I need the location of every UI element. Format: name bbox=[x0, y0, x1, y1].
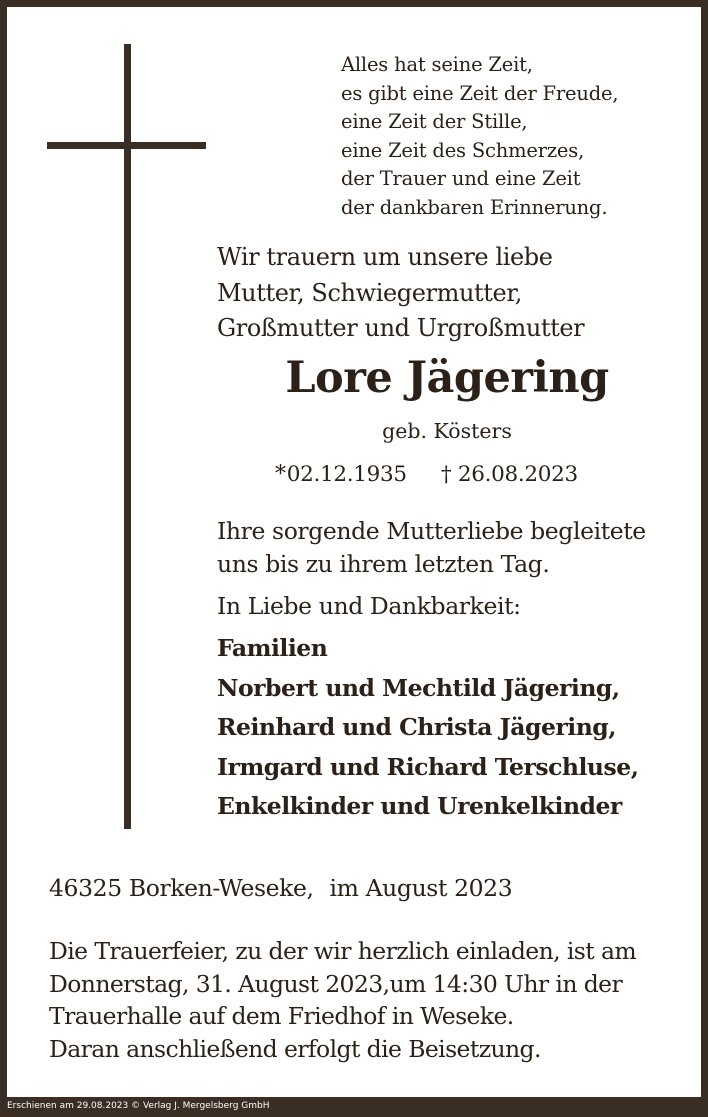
intro-line: Wir trauern um unsere liebe bbox=[217, 243, 553, 271]
obituary-card bbox=[7, 7, 701, 1097]
tribute-text bbox=[217, 515, 646, 580]
death-date: 26.08.2023 bbox=[457, 462, 578, 487]
birth-date-group bbox=[275, 462, 407, 487]
cross-icon-bar bbox=[47, 142, 206, 149]
place-date bbox=[49, 874, 512, 902]
poem bbox=[341, 51, 618, 222]
birth-date: 02.12.1935 bbox=[286, 462, 407, 487]
death-cross-icon: † bbox=[440, 462, 452, 487]
tribute-line: uns bis zu ihrem letzten Tag. bbox=[217, 549, 550, 578]
place-month: im August 2023 bbox=[329, 874, 513, 902]
poem-line: Alles hat seine Zeit, bbox=[341, 53, 533, 76]
funeral-info bbox=[49, 935, 636, 1065]
thanks-line: In Liebe und Dankbarkeit: bbox=[217, 592, 521, 620]
intro-line: Mutter, Schwiegermutter, bbox=[217, 278, 522, 307]
intro-text bbox=[217, 240, 584, 347]
funeral-line: Donnerstag, 31. August 2023,um 14:30 Uhr in der bbox=[49, 969, 623, 998]
poem-line: eine Zeit der Stille, bbox=[341, 110, 528, 133]
mourner-line: Norbert und Mechtild Jägering, bbox=[217, 673, 620, 702]
mourner-line: Enkelkinder und Urenkelkinder bbox=[217, 792, 622, 820]
poem-line: der dankbaren Erinnerung. bbox=[341, 195, 608, 219]
mourner-line: Familien bbox=[217, 634, 328, 662]
mourners-list bbox=[217, 629, 638, 827]
birth-star-icon: * bbox=[275, 462, 286, 487]
publication-footer: Erschienen am 29.08.2023 © Verlag J. Mergelsberg GmbH bbox=[7, 1101, 270, 1111]
deceased-name: Lore Jägering bbox=[285, 353, 609, 403]
life-dates bbox=[275, 462, 578, 487]
funeral-line: Die Trauerfeier, zu der wir herzlich einladen, ist am bbox=[49, 937, 637, 965]
mourner-line: Irmgard und Richard Terschluse, bbox=[217, 752, 639, 781]
intro-line: Großmutter und Urgroßmutter bbox=[217, 314, 585, 342]
funeral-line: Daran anschließend erfolgt die Beisetzung. bbox=[49, 1034, 541, 1063]
poem-line: der Trauer und eine Zeit bbox=[341, 167, 581, 190]
cross-icon bbox=[124, 44, 131, 829]
maiden-name: geb. Kösters bbox=[382, 419, 512, 443]
mourner-line: Reinhard und Christa Jägering, bbox=[217, 713, 616, 741]
tribute-line: Ihre sorgende Mutterliebe begleitete bbox=[217, 517, 646, 545]
poem-line: eine Zeit des Schmerzes, bbox=[341, 138, 585, 162]
poem-line: es gibt eine Zeit der Freude, bbox=[341, 81, 619, 105]
place-location: 46325 Borken-Weseke, bbox=[49, 874, 314, 902]
funeral-line: Trauerhalle auf dem Friedhof in Weseke. bbox=[49, 1002, 514, 1030]
